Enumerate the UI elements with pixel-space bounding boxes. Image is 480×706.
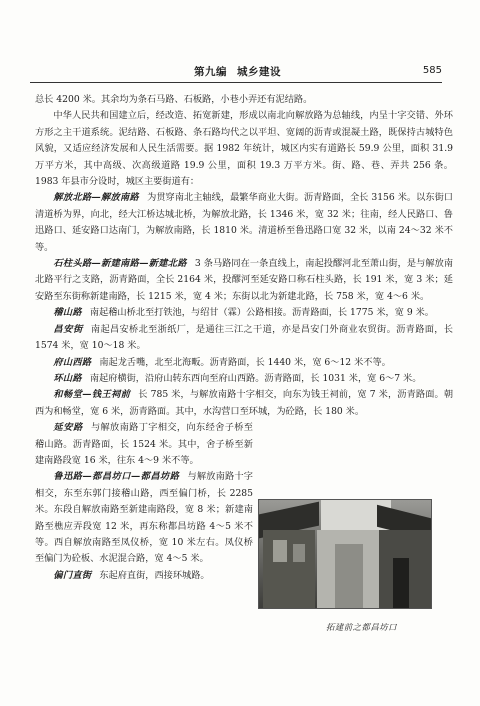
road-name: 和畅堂—钱王祠前 bbox=[53, 389, 131, 401]
road-description: 东起府直街，西接环城路。 bbox=[99, 569, 210, 581]
chapter-number: 第九编 bbox=[194, 66, 227, 78]
photo-doorway bbox=[393, 558, 409, 608]
road-description: 南起龙舌嘴，北至北海畈。沥青路面，长 1440 米，宽 6～12 米不等。 bbox=[99, 356, 391, 368]
road-name: 鲁迅路—都昌坊口—都昌坊路 bbox=[53, 471, 180, 483]
paragraph bbox=[35, 92, 453, 108]
road-description: 南起府横街，沿府山转东西向至府山西路。沥青路面，长 1031 米，宽 6～7 米。 bbox=[89, 372, 422, 384]
street-photo bbox=[258, 499, 432, 609]
road-description: 为贯穿南北主轴线，最繁华商业大街。沥青路面，全长 3156 米。以东街口清道桥为界，向北，经大江桥达城北桥，为解放北路，长 1346 米，宽 32 米；往南，经人民路口、鲁迅路口、延安路口达南门，为解放南路，长 1810 米。清道桥至鲁迅路口宽 32 米，以南 24～32 米不等。 bbox=[35, 192, 453, 253]
road-description: 长 785 米，与解放南路十字相交，向东为钱王祠前，宽 7 米，沥青路面。朝西为和畅堂，宽 6 米，沥青路面。其中，水沟营口至环城，为砼路，长 180 米。 bbox=[35, 389, 454, 417]
road-name: 稽山路 bbox=[53, 307, 82, 319]
photo-window bbox=[293, 544, 305, 562]
photo-lane-depth bbox=[335, 544, 363, 608]
paragraph bbox=[35, 108, 453, 190]
road-description: 南起昌安桥北至浙纸厂，是通往三江之干道，亦是昌安门外商业农贸街。沥青路面，长 1574 米，宽 10～18 米。 bbox=[35, 323, 453, 352]
road-entry bbox=[35, 387, 453, 420]
page-number: 585 bbox=[422, 65, 442, 76]
road-name: 偏门直街 bbox=[53, 569, 92, 581]
road-entry bbox=[35, 371, 453, 387]
road-name: 延安路 bbox=[53, 422, 83, 434]
paragraph-text: 中华人民共和国建立后，经改造、拓宽新建，形成以南北向解放路为总轴线，内呈十字交错、外环方形之主干道系统。泥结路、石板路、条石路均代之以平坦、宽阔的沥青或混凝土路，既保持古城特色风貌，又适应经济发展和人民生活需要。据 1982 年统计，城区内实有道路长 59.9 公里，面积 31.9 万平方米，其中高级、次高级道路 19.9 公里，面积 19.3 万平方米。街、路、巷、弄共 256 条。1983 年县市分设时，城区主要街道有： bbox=[35, 110, 453, 188]
road-name: 解放北路—解放南路 bbox=[53, 192, 140, 204]
photo-left-building bbox=[263, 530, 315, 608]
road-entry bbox=[35, 568, 253, 584]
road-entry bbox=[35, 420, 253, 469]
photo-caption: 拓建前之都昌坊口 bbox=[326, 622, 397, 632]
road-entry bbox=[35, 305, 453, 321]
road-description: 南起稽山桥北至打铁池，与绍甘（霖）公路相接。沥青路面，长 1775 米，宽 9 米。 bbox=[89, 307, 434, 319]
chapter-title: 城乡建设 bbox=[237, 66, 281, 78]
page-header bbox=[30, 64, 442, 83]
road-entry bbox=[35, 256, 453, 305]
road-description: 与解放南路丁字相交，向东经舍子桥至稽山路。沥青路面，长 1524 米。其中，舍子桥至新建南路段宽 16 米，往东 4～9 米不等。 bbox=[35, 422, 253, 466]
road-name: 昌安街 bbox=[53, 323, 83, 335]
road-name: 府山西路 bbox=[53, 356, 92, 368]
road-name: 石柱头路—新建南路—新建北路 bbox=[53, 258, 187, 270]
road-name: 环山路 bbox=[53, 372, 82, 384]
photo-window bbox=[273, 540, 287, 562]
paragraph-text: 总长 4200 米。其余均为条石马路、石板路，小巷小弄还有泥结路。 bbox=[35, 94, 313, 105]
chapter-heading bbox=[194, 64, 281, 79]
road-description: 3 条马路同在一条直线上，南起投醪河北至萧山街，是与解放南北路平行之支路，沥青路面，全长 2164 米，投醪河至延安路口称石柱头路，长 191 米，宽 3 米；延安路至东街称新建南路，长 1215 米，宽 4 米；东街以北为新建北路，长 758 米，宽 4～6 米。 bbox=[35, 258, 454, 302]
road-entry bbox=[35, 355, 453, 371]
road-entry bbox=[35, 190, 453, 256]
road-entry bbox=[35, 322, 453, 355]
road-description: 与解放南路十字相交，东至东郭门接稽山路，西至偏门桥，长 2285 米。东段自解放南路至新建南路段，宽 8 米；新建南路至樵应弄段宽 12 米，再东称都昌坊路 4～5 米不等。西自解放南路至凤仪桥，宽 10 米左右。凤仪桥至偏门为砼板、水泥混合路，宽 4～5 米。 bbox=[35, 471, 253, 565]
road-entry bbox=[35, 469, 253, 567]
